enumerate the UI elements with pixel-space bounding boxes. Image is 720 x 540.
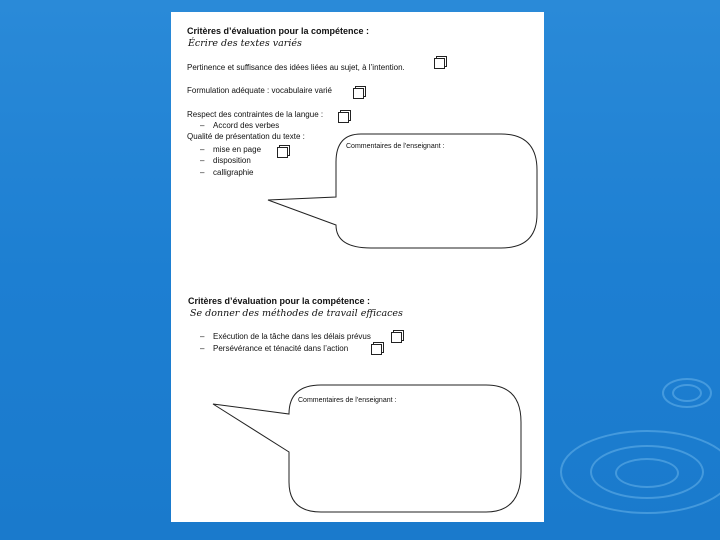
- evaluation-sheet: [171, 12, 544, 522]
- section2-subheading: Se donner des méthodes de travail efficaces: [190, 308, 403, 319]
- list-bullet: –: [200, 168, 205, 177]
- ripple-decoration: [672, 384, 702, 402]
- list-bullet: –: [200, 156, 205, 165]
- criterion-perseverance: Persévérance et ténacité dans l’action: [213, 344, 349, 353]
- list-bullet: –: [200, 145, 205, 154]
- list-bullet: –: [200, 332, 205, 341]
- criterion-execution: Exécution de la tâche dans les délais prévus: [213, 332, 371, 341]
- ripple-decoration: [615, 458, 679, 488]
- presentation-item-mise-en-page: mise en page: [213, 145, 262, 154]
- criterion-pertinence: Pertinence et suffisance des idées liées au sujet, à l’intention.: [187, 63, 405, 72]
- section1-subheading: Écrire des textes variés: [188, 38, 302, 49]
- comment-label-2: Commentaires de l’enseignant :: [298, 397, 397, 404]
- criterion-respect-langue: Respect des contraintes de la langue :: [187, 110, 324, 119]
- section2-heading: Critères d’évaluation pour la compétence :: [188, 296, 371, 306]
- comment-label-1: Commentaires de l’enseignant :: [346, 143, 445, 150]
- criterion-accord-verbes: Accord des verbes: [213, 121, 280, 130]
- list-bullet: –: [200, 344, 205, 353]
- presentation-item-calligraphie: calligraphie: [213, 168, 254, 177]
- comment-area-2[interactable]: [298, 412, 508, 502]
- criterion-presentation: Qualité de présentation du texte :: [187, 132, 305, 141]
- criterion-formulation: Formulation adéquate : vocabulaire varié: [187, 86, 332, 95]
- list-bullet: –: [200, 121, 205, 130]
- section1-heading: Critères d’évaluation pour la compétence :: [187, 26, 370, 36]
- presentation-item-disposition: disposition: [213, 156, 251, 165]
